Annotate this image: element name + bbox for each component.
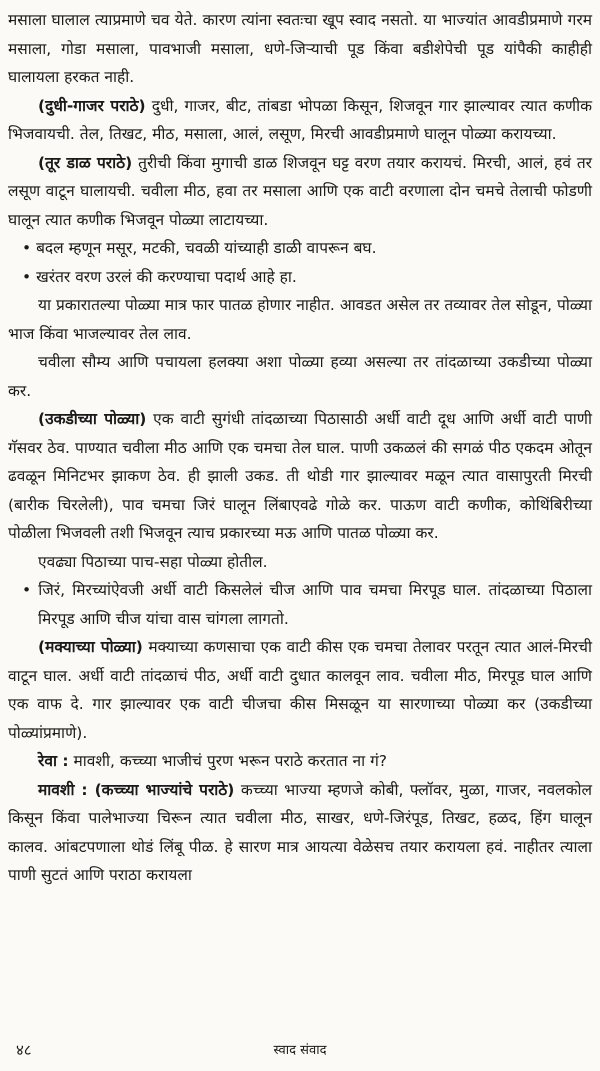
dialogue-reva: [8, 747, 592, 776]
page-footer: [0, 1040, 600, 1064]
bullet-item: • जिरं, मिरच्यांऐवजी अर्धी वाटी किसलेलं चीज आणि पाव चमचा मिरपूड घाल. तांदळाच्या पिठाला मिरपूड आणि चीज यांचा वास चांगला लागतो.: [22, 581, 592, 628]
recipe-text: मक्याच्या कणसाचा एक वाटी कीस एक चमचा तेलावर परतून त्यात आलं-मिरची वाटून घाल. अर्धी वाटी तांदळाचं पीठ, अर्धी वाटी दुधात कालवून लाव. चवीला मीठ, मिरपूड घाल आणि एक वाफ दे. गार झाल्यावर एक वाटी चीजचा कीस मिसळून या सारणाच्या पोळ्या कर (उकडीच्या पोळ्यांप्रमाणे).: [8, 638, 592, 742]
dialogue-text: कच्च्या भाज्या म्हणजे कोबी, फ्लॉवर, मुळा, गाजर, नवलकोल किसून किंवा पालेभाज्या चिरून त्यात चवीला मीठ, साखर, धणे-जिरंपूड, तिखट, हळद, हिंग घालून कालव. आंबटपणाला थोडं लिंबू पीळ. हे सारण मात्र आयत्या वेळेसच तयार करायला हवं. नाहीतर त्याला पाणी सुटतं आणि पराठा करायला: [8, 780, 592, 884]
recipe-text: तुरीची किंवा मुगाची डाळ शिजवून घट्ट वरण तयार करायचं. मिरची, आलं, हवं तर लसूण वाटून घालायची. चवीला मीठ, हवा तर मसाला आणि एक वाटी वरणाला दोन चमचे तेलाची फोडणी घालून त्यात कणीक भिजवून पोळ्या लाटायच्या.: [8, 153, 593, 229]
paragraph-ukad: [8, 405, 592, 548]
dialogue-mavshi: [8, 776, 592, 890]
paragraph-note: या प्रकारातल्या पोळ्या मात्र फार पातळ होणार नाहीत. आवडत असेल तर तव्यावर तेल सोडून, पोळ्या भाज किंवा भाजल्यावर तेल लाव.: [8, 296, 592, 343]
book-title: स्वाद संवाद: [273, 1043, 327, 1058]
page-number: ४८: [16, 1041, 32, 1059]
dialogue-text: मावशी, कच्च्या भाजीचं पुरण भरून पराठे करतात ना गं?: [68, 752, 388, 770]
recipe-text: दुधी, गाजर, बीट, तांबडा भोपळा किसून, शिजवून गार झाल्यावर त्यात कणीक भिजवायची. तेल, तिखट, मीठ, मसाला, आलं, लसूण, मिरची आवडीप्रमाणे घालून पोळ्या करायच्या.: [8, 96, 592, 143]
bullet-item: • बदल म्हणून मसूर, मटकी, चवळी यांच्याही डाळी वापरून बघ.: [22, 239, 377, 257]
paragraph-dudhi-gajar: [8, 92, 592, 149]
paragraph-note: एवढ्या पिठाच्या पाच-सहा पोळ्या होतील.: [38, 552, 268, 571]
recipe-text: एक वाटी सुगंधी तांदळाच्या पिठासाठी अर्धी वाटी दूध आणि अर्धी वाटी पाणी गॅसवर ठेव. पाण्यात चवीला मीठ आणि एक चमचा तेल घाल. पाणी उकळलं की सगळं पीठ एकदम ओतून ढवळून मिनिटभर झाकण ठेव. ही झाली उकड. ती थोडी गार झाल्यावर मळून त्यात वासापुरती मिरची (बारीक चिरलेली), पाव चमचा जिरं घालून लिंबाएवढे गोळे कर. पाऊण वाटी कणीक, कोथिंबिरीच्या पोळीला भिजवली तशी भिजवून त्याच प्रकारच्या मऊ आणि पातळ पोळ्या कर.: [8, 410, 592, 542]
paragraph-intro: मसाला घालाल त्याप्रमाणे चव येते. कारण त्यांना स्वतःचा खूप स्वाद नसतो. या भाज्यांत आवडीप्रमाणे गरम मसाला, गोडा मसाला, पावभाजी मसाला, धणे-जिऱ्याची पूड किंवा बडीशेपेची पूड यांपैकी काहीही घालायला हरकत नाही.: [8, 11, 592, 86]
recipe-heading: (मक्याच्या पोळ्या): [38, 638, 143, 656]
paragraph-note: चवीला सौम्य आणि पचायला हलक्या अशा पोळ्या हव्या असल्या तर तांदळाच्या उकडीच्या पोळ्या कर.: [8, 353, 592, 400]
page-body: [8, 6, 592, 890]
recipe-heading: (तूर डाळ पराठे): [38, 153, 133, 172]
recipe-heading: (दुधी-गाजर पराठे): [38, 96, 146, 115]
recipe-heading: (उकडीच्या पोळ्या): [38, 410, 147, 428]
bullet-item: • खरंतर वरण उरलं की करण्याचा पदार्थ आहे हा.: [22, 267, 297, 286]
paragraph-makka: [8, 633, 592, 747]
paragraph-toor-dal: [8, 149, 592, 235]
speaker-label: रेवा :: [38, 752, 69, 770]
speaker-label: मावशी : (कच्च्या भाज्यांचे पराठे): [38, 780, 235, 799]
